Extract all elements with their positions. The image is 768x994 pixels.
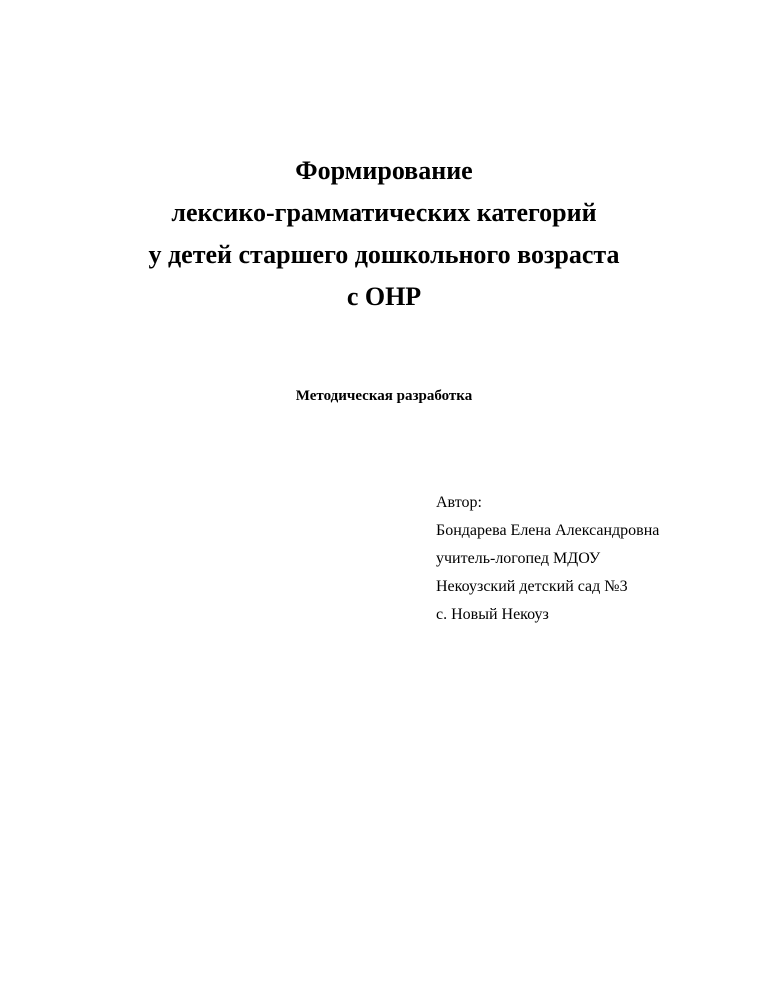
author-info [436, 489, 756, 629]
author-organization: Некоузский детский сад №3 [436, 578, 628, 595]
document-subtitle: Методическая разработка [295, 388, 473, 404]
title-line-4: с ОНР [346, 282, 422, 311]
title-line-3: у детей старшего дошкольного возраста [148, 240, 620, 269]
author-position: учитель-логопед МДОУ [436, 550, 601, 567]
author-label: Автор: [436, 494, 482, 511]
document-title [0, 150, 768, 318]
title-line-2: лексико-грамматических категорий [171, 198, 597, 227]
author-location: с. Новый Некоуз [436, 606, 549, 623]
author-name: Бондарева Елена Александровна [436, 522, 660, 539]
title-line-1: Формирование [295, 156, 473, 185]
